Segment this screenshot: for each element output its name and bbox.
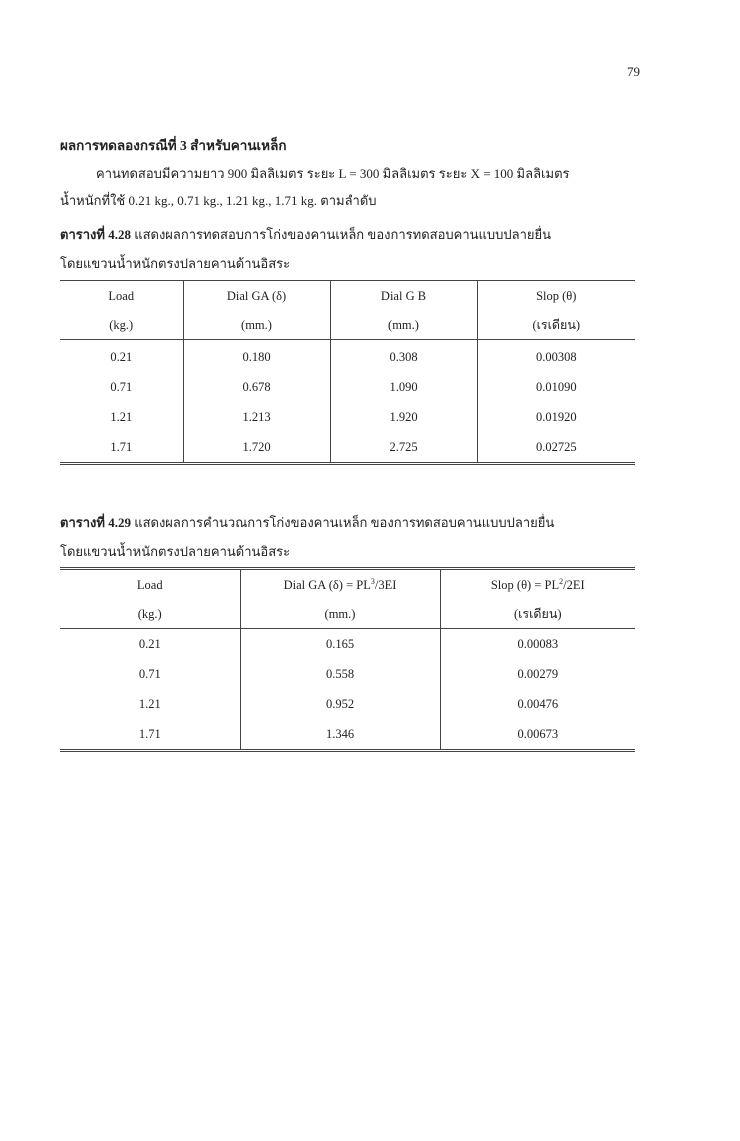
cell-slop: 0.00279 <box>517 666 559 681</box>
table-row <box>60 629 635 660</box>
intro-line-2: น้ำหนักที่ใช้ 0.21 kg., 0.71 kg., 1.21 kg., 1.71 kg. ตามลำดับ <box>60 193 377 208</box>
cell-dial-ga: 0.558 <box>240 659 440 689</box>
table-row <box>60 719 635 751</box>
table-row <box>60 689 635 719</box>
table2-caption-line2: โดยแขวนน้ำหนักตรงปลายคานด้านอิสระ <box>60 544 291 559</box>
col-header-dial-gb: Dial G B <box>330 281 477 312</box>
cell-load: 1.21 <box>60 402 183 432</box>
cell-load: 1.71 <box>60 432 183 464</box>
table1-caption <box>60 224 551 245</box>
table1-caption-text: แสดงผลการทดสอบการโก่งของคานเหล็ก ของการทดสอบคานแบบปลายยื่น <box>130 227 552 242</box>
deflection-test-table <box>60 280 635 465</box>
unit-dial-gb: (mm.) <box>330 311 477 340</box>
cell-dial-ga: 1.720 <box>183 432 330 464</box>
col-header-load: Load <box>60 569 240 601</box>
cell-load: 1.21 <box>60 689 240 719</box>
cell-dial-ga: 0.952 <box>240 689 440 719</box>
unit-dial-ga: (mm.) <box>240 600 440 629</box>
section-heading: ผลการทดลองกรณีที่ 3 สำหรับคานเหล็ก <box>60 138 287 153</box>
table-row <box>60 340 635 373</box>
col-header-dial-ga-formula <box>240 569 440 601</box>
cell-dial-gb: 1.090 <box>330 372 477 402</box>
col-header-slop-formula <box>440 569 635 601</box>
cell-load: 0.71 <box>60 659 240 689</box>
cell-slop: 0.00083 <box>517 636 559 651</box>
cell-slop: 0.00308 <box>535 349 577 364</box>
cell-dial-gb: 0.308 <box>330 340 477 373</box>
dial-formula-prefix: Dial GA (δ) = PL <box>283 578 371 593</box>
page-number: 79 <box>627 64 640 79</box>
col-header-load: Load <box>60 281 183 312</box>
table1-caption-label: ตารางที่ 4.28 <box>60 227 131 242</box>
cell-slop: 0.01920 <box>535 409 577 424</box>
unit-load: (kg.) <box>60 600 240 629</box>
table2-caption <box>60 512 554 533</box>
cell-load: 1.71 <box>60 719 240 751</box>
cell-load: 0.21 <box>60 340 183 373</box>
cell-load: 0.71 <box>60 372 183 402</box>
table1-caption-line2: โดยแขวนน้ำหนักตรงปลายคานด้านอิสระ <box>60 256 291 271</box>
table-row <box>60 432 635 464</box>
cell-load: 0.21 <box>60 629 240 660</box>
intro-line-1: คานทดสอบมีความยาว 900 มิลลิเมตร ระยะ L = 300 มิลลิเมตร ระยะ X = 100 มิลลิเมตร <box>96 166 570 181</box>
cell-slop: 0.02725 <box>535 439 577 454</box>
cell-slop: 0.01090 <box>535 379 577 394</box>
cell-dial-gb: 2.725 <box>330 432 477 464</box>
table-row <box>60 372 635 402</box>
table-row <box>60 659 635 689</box>
dial-formula-suffix: /3EI <box>374 578 397 593</box>
unit-load: (kg.) <box>60 311 183 340</box>
col-header-slop: Slop (θ) <box>536 288 577 303</box>
col-header-dial-ga: Dial GA (δ) <box>183 281 330 312</box>
table2-caption-label: ตารางที่ 4.29 <box>60 515 131 530</box>
dial-formula-exponent: 3 <box>370 576 375 586</box>
cell-dial-ga: 1.213 <box>183 402 330 432</box>
unit-dial-ga: (mm.) <box>183 311 330 340</box>
slop-formula-suffix: /2EI <box>563 578 585 593</box>
cell-dial-ga: 0.165 <box>240 629 440 660</box>
cell-dial-ga: 0.180 <box>183 340 330 373</box>
slop-formula-exponent: 2 <box>559 576 564 586</box>
cell-slop: 0.00673 <box>517 726 559 741</box>
unit-slop: (เรเดียน) <box>477 311 635 340</box>
cell-dial-ga: 1.346 <box>240 719 440 751</box>
deflection-calc-table <box>60 567 635 752</box>
table2-caption-text: แสดงผลการคำนวณการโก่งของคานเหล็ก ของการทดสอบคานแบบปลายยื่น <box>130 515 555 530</box>
slop-formula-prefix: Slop (θ) = PL <box>490 578 560 593</box>
unit-slop: (เรเดียน) <box>440 600 635 629</box>
cell-slop: 0.00476 <box>517 696 559 711</box>
cell-dial-gb: 1.920 <box>330 402 477 432</box>
table-row <box>60 402 635 432</box>
cell-dial-ga: 0.678 <box>183 372 330 402</box>
